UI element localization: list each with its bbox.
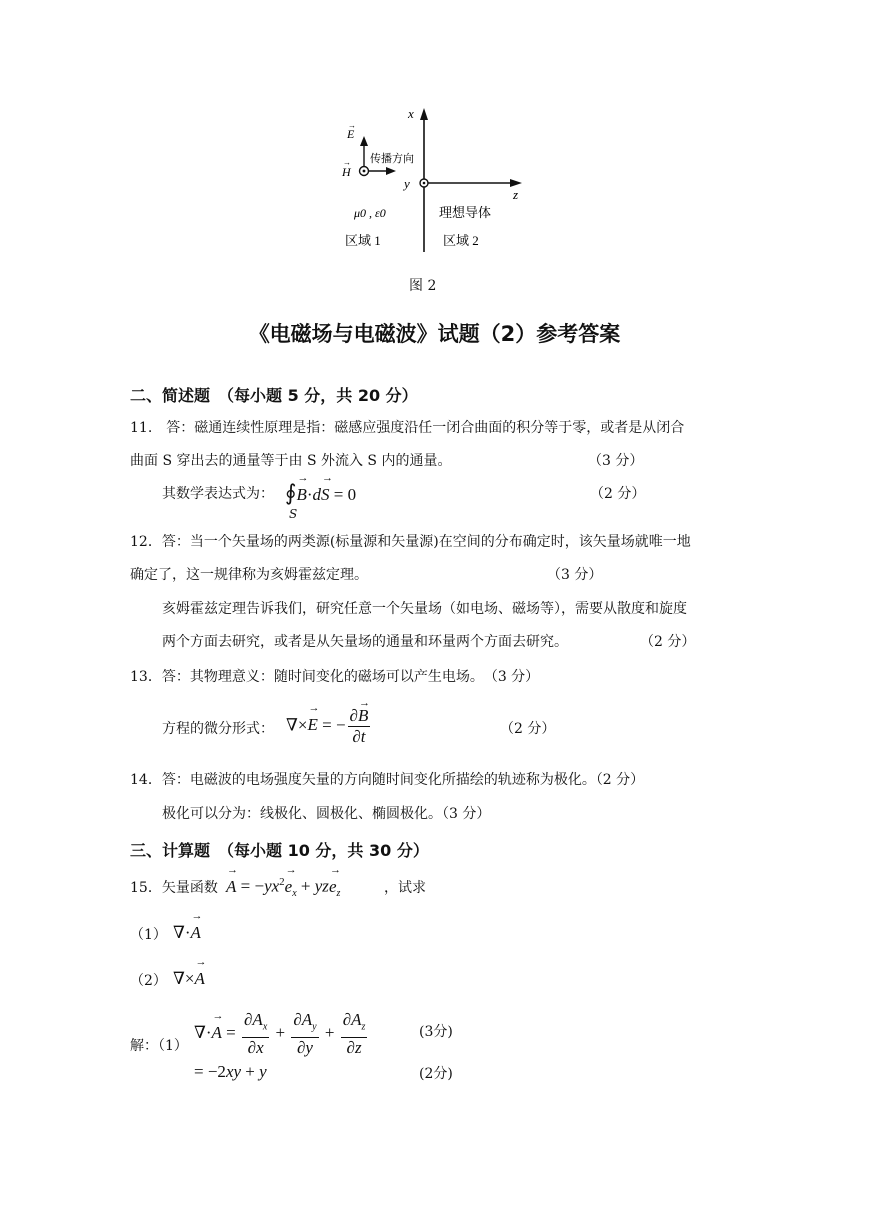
q13-expr-label: 方程的微分形式： [162,721,274,737]
solution-score-b: (2分) [419,1066,453,1082]
q11-score-2: （2 分） [590,486,646,502]
q15-suffix: ，试求 [384,880,426,896]
section-2-heading: 二、简述题 （每小题 5 分，共 20 分） [130,386,418,405]
q14-line-1: 14．答：电磁波的电场强度矢量的方向随时间变化所描绘的轨迹称为极化。（2 分） [130,772,645,788]
figure-2-diagram [330,100,540,260]
region-1-label: 区域 1 [345,233,381,248]
q15-vector-function: → $A = -yx^2\to e_x + yz\to e_z$ [226,876,340,899]
x-axis-label: x [408,106,414,121]
q15-part-2-label: （2） [130,973,167,989]
q12-line-4: 两个方面去研究，或者是从矢量场的通量和环量两个方面去研究。 [162,634,568,650]
medium-label: μ0 , ε0 [354,206,386,220]
z-axis-arrowhead [510,179,522,187]
q11-expr-label: 其数学表达式为： [162,486,274,502]
q13-formula: ∇×→ E = − $\frac{\partial\to B}{\partial t}$ [286,706,372,747]
q15-part-2-expr: ∇×→ A [173,969,205,989]
q15-part-1-expr: ∇·→ A [173,923,201,943]
x-axis-arrowhead [420,108,428,120]
q12-score-2: （2 分） [640,634,696,650]
solution-divergence-formula: ∇·→ A = $\frac{\partial A_x}{\partial x}$ + $\frac{\partial A_y}{\partial y}$ + $\frac{\partial A_z}{\partial z}$ [194,1010,369,1058]
q11-formula: ∮→ B·d→ S = 0 [285,480,356,506]
section-3-heading: 三、计算题 （每小题 10 分，共 30 分） [130,841,429,860]
q11-line-1: 11. 答：磁通连续性原理是指：磁感应强度沿任一闭合曲面的积分等于零，或者是从闭合 [130,420,685,436]
q13-line-1: 13．答：其物理意义：随时间变化的磁场可以产生电场。 （3 分） [130,669,540,685]
propagation-label: 传播方向 [370,153,414,165]
conductor-label: 理想导体 [439,205,492,220]
z-axis-label: z [513,187,519,202]
region-2-label: 区域 2 [443,233,479,248]
q12-line-3: 亥姆霍兹定理告诉我们，研究任意一个矢量场（如电场、磁场等），需要从散度和旋度 [162,601,687,617]
q12-line-1: 12．答：当一个矢量场的两类源(标量源和矢量源)在空间的分布确定时，该矢量场就唯一地 [130,534,691,550]
h-field-label: H [342,165,351,179]
q11-line-2: 曲面 S 穿出去的通量等于由 S 外流入 S 内的通量。 [130,453,452,469]
q12-line-2: 确定了，这一规律称为亥姆霍兹定理。 [130,567,368,583]
figure-caption: 图 2 [409,278,437,294]
svg-text:→: → [343,158,351,167]
q13-score: （2 分） [500,721,556,737]
page-title: 《电磁场与电磁波》试题（2）参考答案 [248,322,621,346]
q11-score-1: （3 分） [588,453,644,469]
y-axis-label: y [404,176,410,191]
solution-result: = −2xy + y [194,1062,267,1081]
q11-formula-subscript: S [289,507,298,521]
solution-score-a: (3分) [419,1024,453,1040]
e-field-label: E [347,127,355,141]
q15-part-1-label: （1） [130,927,167,943]
q14-line-2: 极化可以分为：线极化、圆极化、椭圆极化。（3 分） [162,806,491,822]
q12-score-1: （3 分） [547,567,603,583]
q15-prefix: 15．矢量函数 [130,880,218,896]
svg-text:→: → [348,121,356,130]
solution-label: 解：（1） [130,1038,188,1054]
